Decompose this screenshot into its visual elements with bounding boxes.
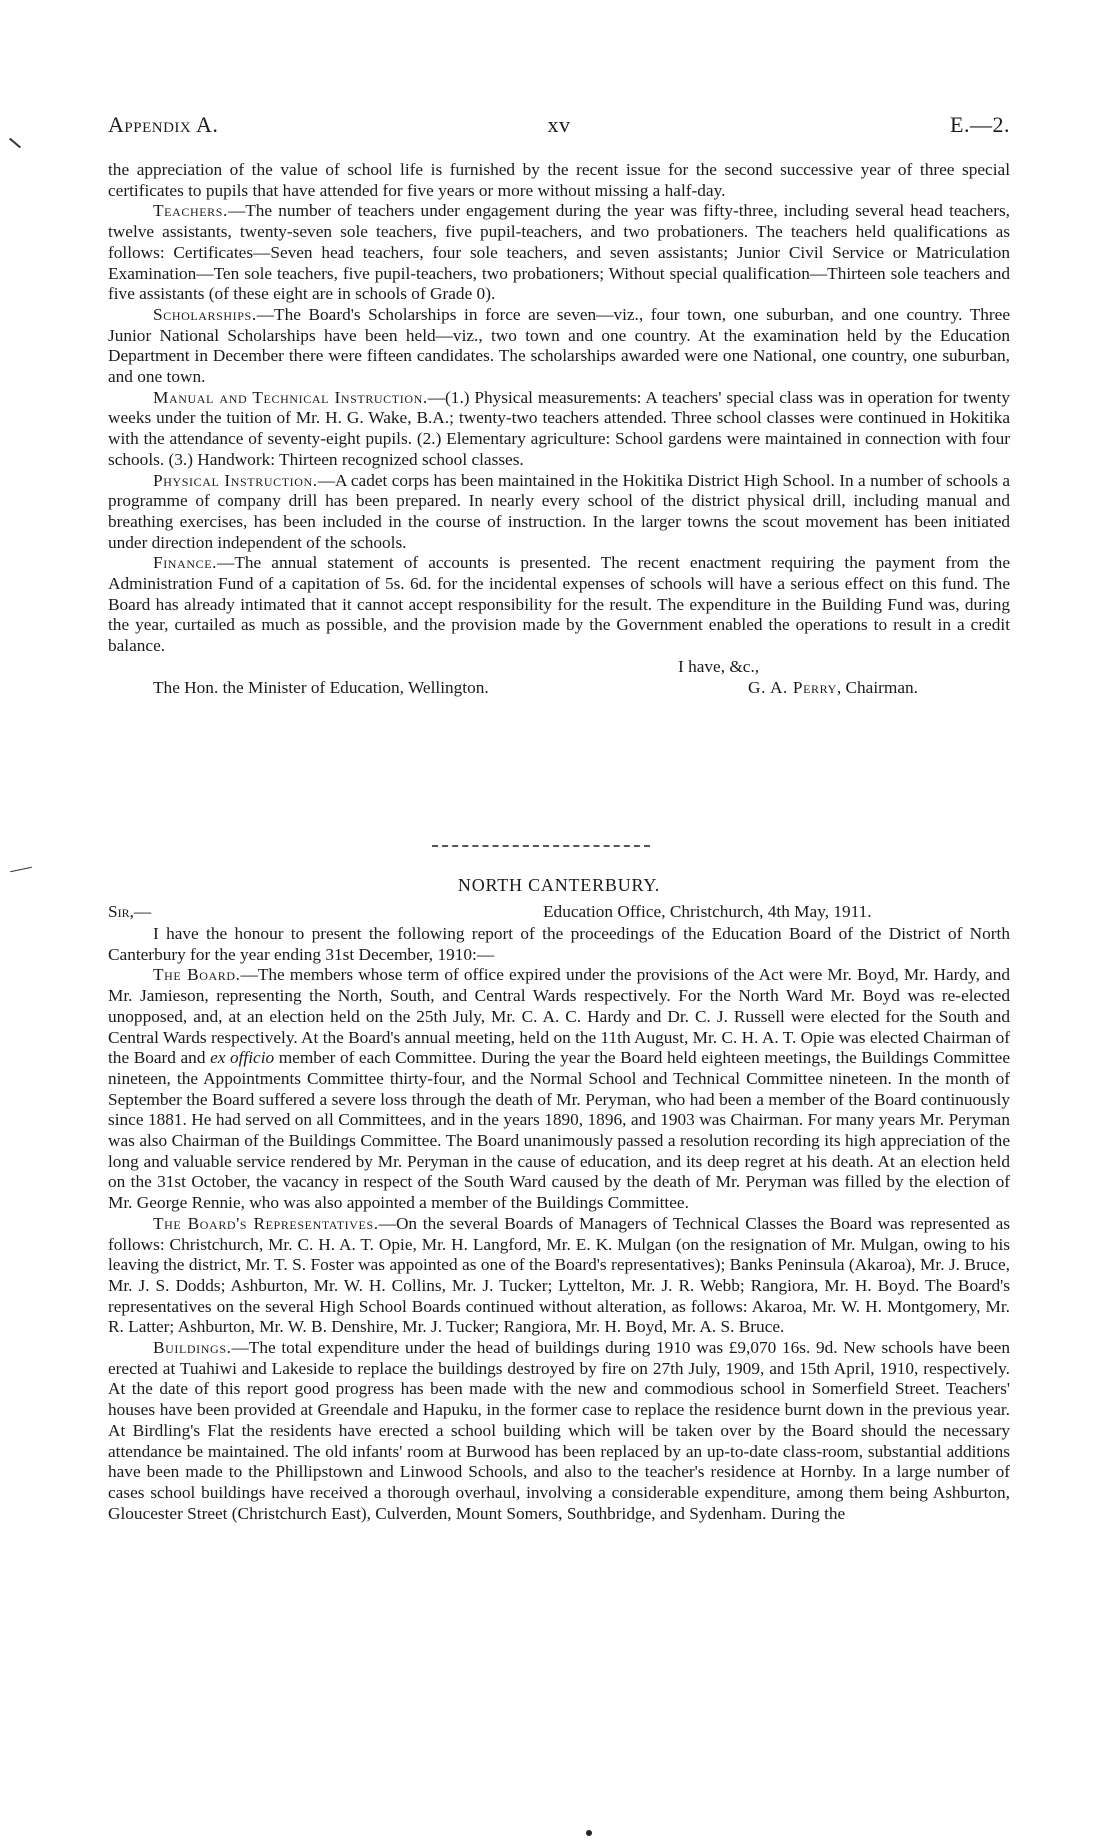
signature	[748, 678, 918, 699]
paragraph-teachers	[108, 201, 1010, 305]
section-divider	[432, 845, 650, 847]
heading-manual: Manual and Technical Instruction.	[153, 387, 428, 407]
paragraph-physical	[108, 471, 1010, 554]
paragraph-manual	[108, 388, 1010, 471]
paragraph-buildings	[108, 1338, 1010, 1524]
header-page-number: xv	[547, 112, 571, 137]
paragraph-opening: I have the honour to present the following report of the proceedings of the Education Board of the District of North Canterbury for the year ending 31st December, 1910:—	[108, 924, 1010, 964]
text-representatives: —On the several Boards of Managers of Technical Classes the Board was represented as follows: Christchurch, Mr. C. H. A. T. Opie, Mr. H. Langford, Mr. E. K. Mulgan (on the resignation of Mr. Mulgan, owing to his leaving the district, Mr. T. S. Foster was appointed as one of the Board's representatives); Banks Peninsula (Akaroa), Mr. J. Bruce, Mr. J. S. Dodds; Ashburton, Mr. W. H. Collins, Mr. J. Tucker; Lyttelton, Mr. J. R. Webb; Rangiora, Mr. H. Boyd. The Board's representatives on the several High School Boards continued without alteration, as follows: Akaroa, Mr. W. H. Montgomery, Mr. R. Latter; Ashburton, Mr. W. B. Denshire, Mr. J. Tucker; Rangiora, Mr. H. Boyd, Mr. A. S. Bruce.	[108, 1213, 1010, 1337]
paragraph-scholarships	[108, 305, 1010, 388]
salutation: Sir,—	[108, 902, 152, 921]
paragraph-board	[108, 965, 1010, 1213]
heading-scholarships: Scholarships.	[153, 304, 257, 324]
heading-representatives: The Board's Representatives.	[153, 1213, 379, 1233]
signature-row	[108, 678, 1010, 699]
paragraph-representatives	[108, 1214, 1010, 1338]
heading-board: The Board.	[153, 965, 241, 985]
text-teachers: —The number of teachers under engagement during the year was fifty-three, including several head teachers, twelve assistants, twenty-seven sole teachers, five pupil-teachers, and two probationers. The teachers held qualifications as follows: Certificates—Seven head teachers, four sole teachers, and seven assistants; Junior Civil Service or Matriculation Examination—Ten sole teachers, five pupil-teachers, two probationers; Without special qualification—Thirteen sole teachers and five assistants (of these eight are in schools of Grade 0).	[108, 201, 1010, 304]
page-header	[108, 112, 1010, 146]
text-ex-officio: ex officio	[210, 1048, 275, 1068]
text-scholarships: —The Board's Scholarships in force are seven—viz., four town, one suburban, and one country. Three Junior National Scholarships have been held—viz., two town and one country. At the examination held by the Education Department in December there were fifteen candidates. The scholarships awarded were one National, one country, one suburban, and one town.	[108, 304, 1010, 387]
heading-buildings: Buildings.	[153, 1338, 232, 1358]
signature-name: G. A. Perry	[748, 677, 837, 697]
signature-title: , Chairman.	[836, 677, 918, 697]
heading-finance: Finance.	[153, 553, 218, 573]
dateline: Education Office, Christchurch, 4th May, 1911.	[543, 902, 872, 921]
paragraph-intro: the appreciation of the value of school life is furnished by the recent issue for the second successive year of three special certificates to pupils that have attended for five years or more without missing a half-day.	[108, 160, 1010, 200]
westland-report-continuation	[108, 160, 1010, 699]
header-paper-code: E.—2.	[950, 112, 1010, 137]
paragraph-finance	[108, 553, 1010, 657]
heading-physical: Physical Instruction.	[153, 470, 318, 490]
addressee: The Hon. the Minister of Education, Wellington.	[153, 677, 489, 697]
north-canterbury-report	[108, 924, 1010, 1524]
closing-formula: I have, &c.,	[678, 656, 760, 676]
text-manual: —(1.) Physical measurements: A teachers' special class was in operation for twenty weeks under the tuition of Mr. H. G. Wake, B.A.; twenty-two teachers attended. Three school classes were continued in Hokitika with the attendance of seventy-eight pupils. (2.) Elementary agriculture: School gardens were maintained in connection with four schools. (3.) Handwork: Thirteen recognized school classes.	[108, 387, 1010, 469]
section-title: NORTH CANTERBURY.	[457, 875, 661, 895]
text-buildings: —The total expenditure under the head of buildings during 1910 was £9,070 16s. 9d. New schools have been erected at Tuahiwi and Lakeside to replace the buildings destroyed by fire on 27th July, 1909, and 15th April, 1910, respectively. At the date of this report good progress has been made with the new and commodious school in Somerfield Street. Teachers' houses have been provided at Greendale and Hapuku, in the former case to replace the residence burnt down in the previous year. At Birdling's Flat the residents have erected a school building which will be taken over by the Board should the necessary attendance be maintained. The old infants' room at Burwood has been replaced by an up-to-date class-room, substantial additions have been made to the Phillipstown and Linwood Schools, and also to the teacher's residence at Hornby. In a large number of cases school buildings have received a thorough overhaul, involving a considerable expenditure, among them being Ashburton, Gloucester Street (Christchurch East), Culverden, Mount Somers, Southbridge, and Sydenham. During the	[108, 1338, 1010, 1523]
margin-mark	[10, 867, 32, 873]
text-board-a: —The members whose term of office expired under the provisions of the Act were Mr. Boyd, Mr. Hardy, and Mr. Jamieson, representing the North, South, and Central Wards respectively. For the North Ward Mr. Boyd was re-elected unopposed, and, at an election held on the 25th July, Mr. C. A. C. Hardy and Dr. C. J. Russell were elected for the South and Central Wards respectively. At the Board's annual meeting, held on the 11th August, Mr. C. H. A. T. Opie was elected Chairman of the Board and	[108, 965, 1010, 1068]
heading-teachers: Teachers.	[153, 201, 228, 221]
header-appendix: Appendix A.	[108, 112, 219, 137]
text-board-b: member of each Committee. During the year the Board held eighteen meetings, the Buildings Committee nineteen, the Appointments Committee thirty-four, and the Normal School and Technical Committee nineteen. In the month of September the Board suffered a severe loss through the death of Mr. Peryman, who had been a member of the Board continuously since 1881. He had served on all Committees, and in the years 1890, 1896, and 1903 was Chairman. For many years Mr. Peryman was also Chairman of the Buildings Committee. The Board unanimously passed a resolution recording its high appreciation of the long and valuable service rendered by Mr. Peryman in the cause of education, and its deep regret at his death. At an election held on the 31st October, the vacancy in respect of the South Ward caused by the death of Mr. Peryman was filled by the election of Mr. George Rennie, who was also appointed a member of the Buildings Committee.	[108, 1048, 1010, 1213]
closing-row	[108, 657, 1010, 678]
page-mark	[586, 1830, 592, 1836]
letter-heading-row	[108, 902, 1010, 924]
text-physical: —A cadet corps has been maintained in the Hokitika District High School. In a number of schools a programme of company drill has been prepared. In nearly every school of the district physical drill, including manual and breathing exercises, has been included in the course of instruction. In the larger towns the scout movement has been initiated under direction independent of the schools.	[108, 470, 1010, 552]
margin-mark	[9, 138, 21, 149]
text-finance: —The annual statement of accounts is presented. The recent enactment requiring the payment from the Administration Fund of a capitation of 5s. 6d. for the incidental expenses of schools will have a serious effect on this fund. The Board has already intimated that it cannot accept responsibility for the result. The expenditure in the Building Fund was, during the year, curtailed as much as possible, and the provision made by the Government enabled the operations to result in a credit balance.	[108, 553, 1010, 656]
